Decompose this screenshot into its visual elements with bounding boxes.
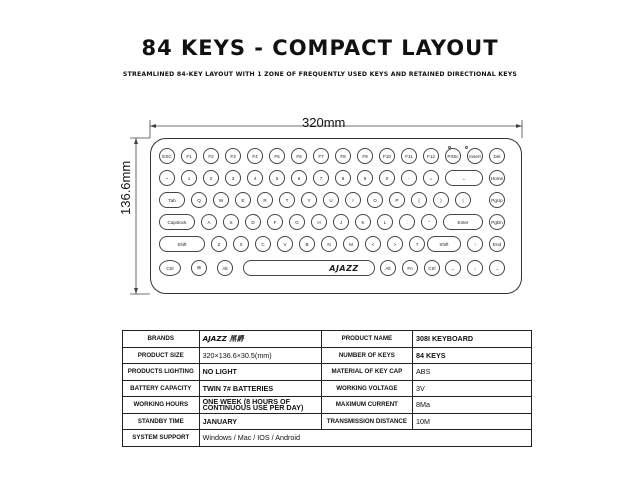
- spec-table: [122, 330, 532, 447]
- key: 7: [313, 170, 329, 186]
- table-cell: 308I KEYBOARD: [413, 331, 532, 348]
- table-cell: PRODUCTS LIGHTING: [123, 364, 200, 381]
- key: F6: [291, 148, 307, 164]
- key: F4: [247, 148, 263, 164]
- key: F: [267, 214, 283, 230]
- key: Alt: [380, 260, 396, 276]
- table-cell: BRANDS: [123, 331, 200, 348]
- key: W: [213, 192, 229, 208]
- key: C: [255, 236, 271, 252]
- key: I: [345, 192, 361, 208]
- key: :: [399, 214, 415, 230]
- table-cell: BATTERY CAPACITY: [123, 380, 200, 397]
- keyboard-logo: AJAZZ: [329, 263, 359, 273]
- key: 4: [247, 170, 263, 186]
- width-dimension-label: 320mm: [302, 115, 346, 130]
- table-row: [123, 331, 532, 348]
- key: 6: [291, 170, 307, 186]
- key: S: [223, 214, 239, 230]
- key: F10: [379, 148, 395, 164]
- key: V: [277, 236, 293, 252]
- key: →: [489, 260, 505, 276]
- key: F8: [335, 148, 351, 164]
- table-cell: NUMBER OF KEYS: [321, 347, 412, 364]
- key: 1: [181, 170, 197, 186]
- key: F3: [225, 148, 241, 164]
- key: |: [455, 192, 471, 208]
- page-title: 84 KEYS - COMPACT LAYOUT: [141, 36, 499, 60]
- table-row: [123, 397, 532, 414]
- table-cell: MATERIAL OF KEY CAP: [321, 364, 412, 381]
- key: >: [387, 236, 403, 252]
- table-cell: 84 KEYS: [413, 347, 532, 364]
- table-row: [123, 413, 532, 430]
- key: O: [367, 192, 383, 208]
- key: R: [257, 192, 273, 208]
- table-cell: PRODUCT SIZE: [123, 347, 200, 364]
- key: ESC: [159, 148, 175, 164]
- key: 5: [269, 170, 285, 186]
- table-cell: 320×136.6×30.5(mm): [199, 347, 321, 364]
- table-row: [123, 430, 532, 447]
- table-cell: AJAZZ 黑爵: [199, 331, 321, 348]
- key: E: [235, 192, 251, 208]
- key: Del: [489, 148, 505, 164]
- key: }: [433, 192, 449, 208]
- table-cell: JANUARY: [199, 413, 321, 430]
- key: L: [377, 214, 393, 230]
- key: H: [311, 214, 327, 230]
- indicator-led: [465, 146, 468, 149]
- key: ?: [409, 236, 425, 252]
- key: PgDn: [489, 214, 505, 230]
- key: ": [421, 214, 437, 230]
- key: Fn: [402, 260, 418, 276]
- key: Capslock: [159, 214, 195, 230]
- table-cell: PRODUCT NAME: [321, 331, 412, 348]
- key: -: [401, 170, 417, 186]
- table-row: [123, 380, 532, 397]
- key: Tab: [159, 192, 185, 208]
- table-cell: 8Ma: [413, 397, 532, 414]
- table-cell: WORKING HOURS: [123, 397, 200, 414]
- table-cell: TWIN 7# BATTERIES: [199, 380, 321, 397]
- key: Ctrl: [159, 260, 181, 276]
- key: J: [333, 214, 349, 230]
- key: Q: [191, 192, 207, 208]
- key: 2: [203, 170, 219, 186]
- table-cell: NO LIGHT: [199, 364, 321, 381]
- key: =: [423, 170, 439, 186]
- key: P: [389, 192, 405, 208]
- table-cell: STANDBY TIME: [123, 413, 200, 430]
- height-dimension-label: 136.6mm: [118, 160, 133, 215]
- key: 9: [357, 170, 373, 186]
- key: ~: [159, 170, 175, 186]
- key: F9: [357, 148, 373, 164]
- key: B: [299, 236, 315, 252]
- table-cell: TRANSMISSION DISTANCE: [321, 413, 412, 430]
- key: Alt: [217, 260, 233, 276]
- key: F2: [203, 148, 219, 164]
- key: F11: [401, 148, 417, 164]
- key: ↓: [467, 260, 483, 276]
- key: ↑: [467, 236, 483, 252]
- key: <: [365, 236, 381, 252]
- key: Shift: [159, 236, 205, 252]
- key: Enter: [443, 214, 483, 230]
- table-cell: WORKING VOLTAGE: [321, 380, 412, 397]
- key: Insert: [467, 148, 483, 164]
- table-cell: 3V: [413, 380, 532, 397]
- key: 8: [335, 170, 351, 186]
- key: G: [289, 214, 305, 230]
- table-cell: MAXIMUM CURRENT: [321, 397, 412, 414]
- key: X: [233, 236, 249, 252]
- table-cell: ONE WEEK (8 HOURS OF CONTINUOUS USE PER DAY): [199, 397, 321, 414]
- table-row: [123, 364, 532, 381]
- key: U: [323, 192, 339, 208]
- key: End: [489, 236, 505, 252]
- key: Z: [211, 236, 227, 252]
- key: ←: [445, 260, 461, 276]
- key: F12: [423, 148, 439, 164]
- key: F7: [313, 148, 329, 164]
- keyboard-illustration: [150, 138, 522, 294]
- page-subtitle: STREAMLINED 84-KEY LAYOUT WITH 1 ZONE OF FREQUENTLY USED KEYS AND RETAINED DIRECTIONAL KEYS: [122, 71, 518, 78]
- key: N: [321, 236, 337, 252]
- key: D: [245, 214, 261, 230]
- key: Ctrl: [424, 260, 440, 276]
- key: F5: [269, 148, 285, 164]
- key: Home: [489, 170, 505, 186]
- key: Y: [301, 192, 317, 208]
- key: T: [279, 192, 295, 208]
- key: 0: [379, 170, 395, 186]
- key: A: [201, 214, 217, 230]
- key: Shift: [427, 236, 461, 252]
- table-cell: SYSTEM SUPPORT: [123, 430, 200, 447]
- key: PrtSc: [445, 148, 461, 164]
- key: M: [343, 236, 359, 252]
- table-cell: 10M: [413, 413, 532, 430]
- key: ⊞: [191, 260, 207, 276]
- key: ←: [445, 170, 483, 186]
- table-row: [123, 347, 532, 364]
- key: K: [355, 214, 371, 230]
- table-cell: ABS: [413, 364, 532, 381]
- table-cell: Windows / Mac / IOS / Android: [199, 430, 531, 447]
- key: PgUp: [489, 192, 505, 208]
- key: {: [411, 192, 427, 208]
- key: [243, 260, 375, 276]
- key: F1: [181, 148, 197, 164]
- key: 3: [225, 170, 241, 186]
